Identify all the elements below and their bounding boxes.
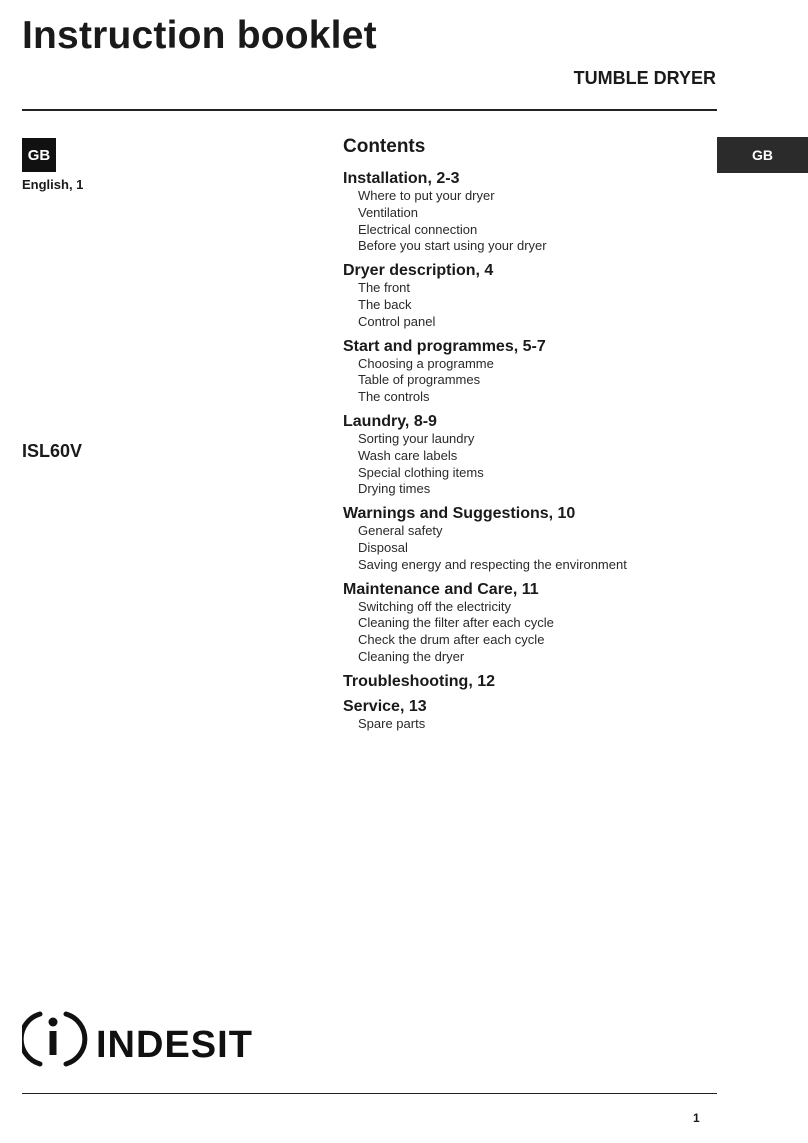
language-side-tab: GB [717,137,808,173]
list-item: Spare parts [358,715,426,731]
contents-section [343,673,723,691]
section-title: Dryer description, 4 [343,262,494,280]
section-items [343,599,723,666]
list-item: Wash care labels [358,447,458,463]
list-item: Saving energy and respecting the environment [358,556,627,572]
model-number: ISL60V [22,441,83,461]
list-item: Cleaning the dryer [358,648,465,664]
contents-section [343,698,723,733]
contents-sections [343,170,723,733]
list-item: Where to put your dryer [358,188,495,203]
language-badge: GB [22,138,56,172]
indesit-logo [22,1008,262,1070]
section-title: Start and programmes, 5-7 [343,337,546,355]
list-item: Before you start using your dryer [358,238,547,254]
list-item: Cleaning the filter after each cycle [358,615,554,631]
logo-symbol-icon [22,1014,85,1064]
list-item: General safety [358,523,443,539]
list-item: The back [358,296,412,312]
list-item: Drying times [358,481,431,497]
list-item: Choosing a programme [358,355,494,371]
list-item: Table of programmes [358,372,481,388]
section-title: Laundry, 8-9 [343,412,437,430]
list-item: The front [358,280,411,296]
list-item: Special clothing items [358,464,484,480]
list-item: Ventilation [358,204,418,220]
section-items [343,188,723,255]
contents-section [343,581,723,666]
list-item: Sorting your laundry [358,430,475,446]
contents-section [343,170,723,255]
section-title: Installation, 2-3 [343,170,460,187]
section-title: Troubleshooting, 12 [343,672,496,690]
section-title: Warnings and Suggestions, 10 [343,505,576,523]
list-item: Electrical connection [358,221,478,237]
contents-section [343,413,723,498]
section-items [343,523,723,573]
product-type: TUMBLE DRYER [573,68,716,88]
section-title: Maintenance and Care, 11 [343,580,539,598]
section-items [343,716,723,733]
section-title: Service, 13 [343,697,427,715]
contents-section [343,262,723,330]
top-divider [22,109,717,111]
list-item: Switching off the electricity [358,598,511,614]
contents-section [343,338,723,406]
contents-section [343,505,723,573]
language-label: English, 1 [22,177,84,192]
section-items [343,280,723,330]
page-number: 1 [693,1111,700,1125]
bottom-divider [22,1093,717,1094]
section-items [343,356,723,406]
table-of-contents [343,136,723,740]
contents-heading: Contents [343,136,426,157]
document-title: Instruction booklet [22,14,377,57]
list-item: Check the drum after each cycle [358,632,545,648]
list-item: Disposal [358,539,408,555]
list-item: Control panel [358,313,436,329]
list-item: The controls [358,389,430,405]
logo-wordmark: INDESIT [96,1024,253,1066]
section-items [343,431,723,498]
